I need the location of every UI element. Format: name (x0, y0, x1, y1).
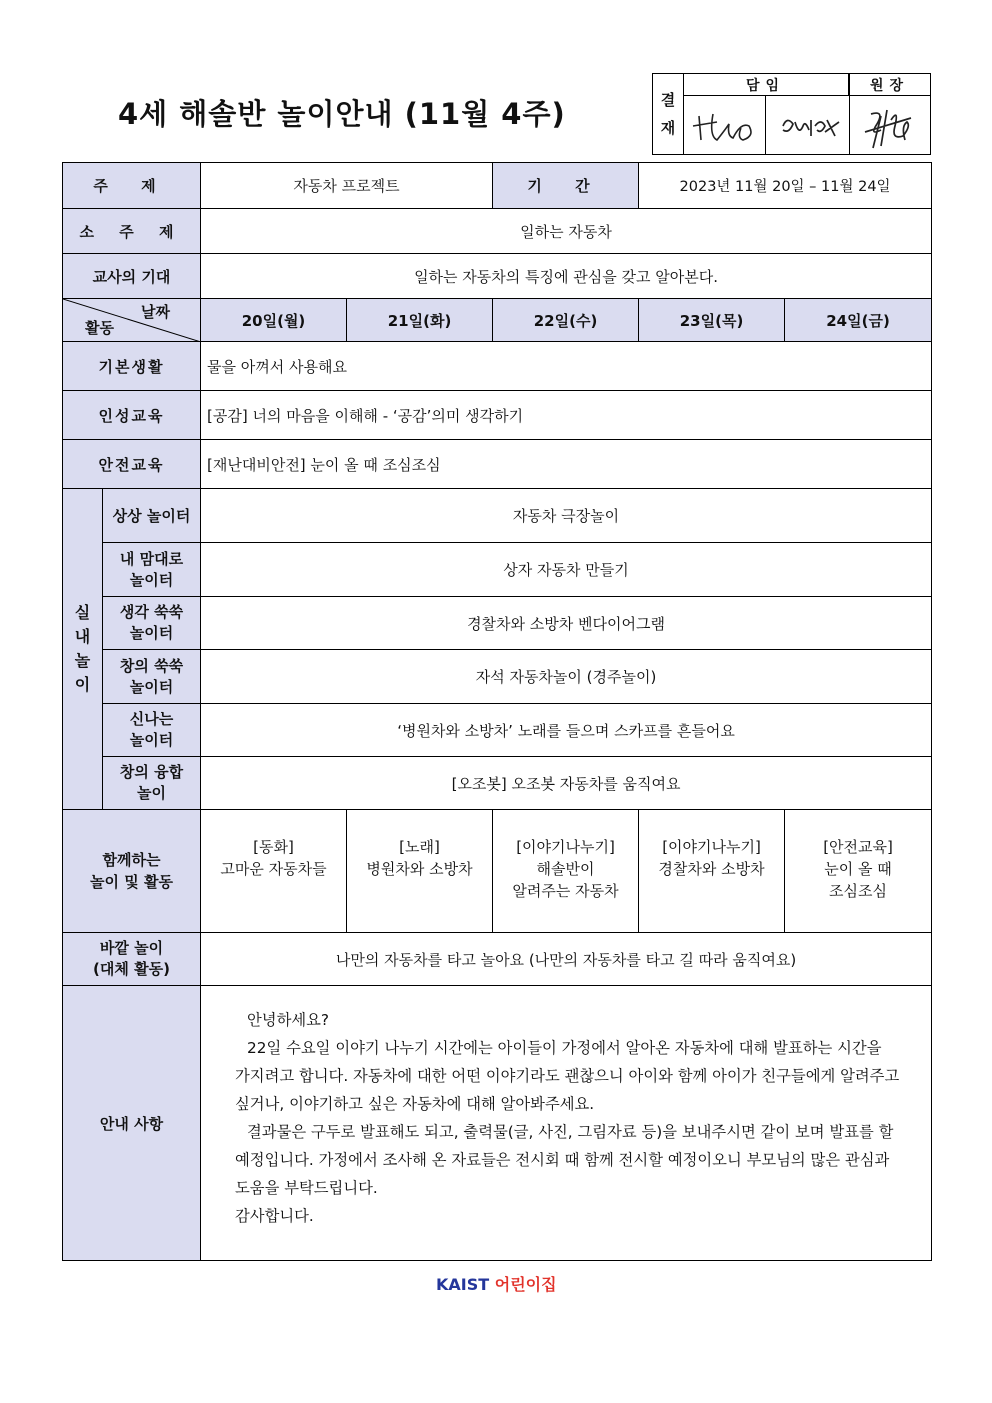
indoor-area: 신나는 놀이터 (103, 704, 201, 757)
indoor-activity: 자동차 극장놀이 (201, 489, 932, 543)
theme-label: 주 제 (63, 163, 201, 209)
basic-life-row (63, 342, 932, 391)
outdoor-label: 바깥 놀이 (대체 활동) (63, 933, 201, 986)
indoor-area: 창의 쑥쑥 놀이터 (103, 650, 201, 704)
outdoor-row (63, 933, 932, 986)
approval-box (652, 73, 931, 155)
together-row (63, 810, 932, 933)
basic-life-value: 물을 아껴서 사용해요 (201, 342, 932, 391)
notice-greeting: 안녕하세요? (247, 1011, 330, 1029)
approval-side-label (653, 74, 684, 154)
notice-paragraph: 결과물은 구두로 발표해도 되고, 출력물(글, 사진, 그림자료 등)을 보내주시면 같이 보며 발표를 할 예정입니다. 가정에서 조사해 온 자료들은 전시회 때 함께 전시할 예정이오니 부모님의 많은 관심과 도움을 부탁드립니다. (235, 1123, 894, 1197)
together-activity: [안전교육] 눈이 올 때 조심조심 (785, 810, 932, 933)
character-value: [공감] 너의 마음을 이해해 - ‘공감’의미 생각하기 (201, 391, 932, 440)
theme-value: 자동차 프로젝트 (201, 163, 493, 209)
approval-side-char-1: 결 (660, 91, 676, 109)
teacher-header: 담임 (683, 74, 849, 96)
indoor-row (63, 757, 932, 810)
indoor-activity: 자석 자동차놀이 (경주놀이) (201, 650, 932, 704)
together-activity: [동화] 고마운 자동차들 (201, 810, 347, 933)
date-activity-header (63, 299, 201, 342)
period-label: 기 간 (493, 163, 639, 209)
days-row (63, 299, 932, 342)
indoor-area: 창의 융합 놀이 (103, 757, 201, 810)
together-activity: [이야기나누기] 경찰차와 소방차 (639, 810, 785, 933)
approval-side-char-2: 재 (660, 119, 676, 137)
indoor-activity: ‘병원차와 소방차’ 노래를 들으며 스카프를 흔들어요 (201, 704, 932, 757)
page-title: 4세 해솔반 놀이안내 (11월 4주) (118, 97, 566, 131)
safety-row (63, 440, 932, 489)
notice-text (201, 986, 932, 1261)
basic-life-label: 기본생활 (63, 342, 201, 391)
together-activity: [노래] 병원차와 소방차 (347, 810, 493, 933)
day-mon: 20일(월) (201, 299, 347, 342)
indoor-row (63, 543, 932, 597)
kaist-logo: KAIST 어린이집 (436, 1275, 557, 1294)
subtheme-value: 일하는 자동차 (201, 209, 932, 254)
notice-paragraph: 22일 수요일 이야기 나누기 시간에는 아이들이 가정에서 알아온 자동차에 대해 발표하는 시간을 가지려고 합니다. 자동차에 대한 어떤 이야기라도 괜찮으니 아이와 함께 아이가 친구들에게 알려주고 싶거나, 이야기하고 싶은 자동차에 대해 알아봐주세요. (235, 1039, 900, 1113)
expectation-label: 교사의 기대 (63, 254, 201, 299)
together-activity: [이야기나누기] 해솔반이 알려주는 자동차 (493, 810, 639, 933)
expectation-row (63, 254, 932, 299)
expectation-value: 일하는 자동차의 특징에 관심을 갖고 알아본다. (201, 254, 932, 299)
indoor-label: 실 내 놀 이 (63, 489, 103, 810)
activity-header: 활동 (85, 319, 114, 337)
character-label: 인성교육 (63, 391, 201, 440)
day-fri: 24일(금) (785, 299, 932, 342)
subtheme-label: 소 주 제 (63, 209, 201, 254)
indoor-area: 내 맘대로 놀이터 (103, 543, 201, 597)
indoor-activity: 경찰차와 소방차 벤다이어그램 (201, 597, 932, 650)
director-header: 원장 (849, 74, 930, 96)
indoor-row (63, 489, 932, 543)
day-wed: 22일(수) (493, 299, 639, 342)
notice-row (63, 986, 932, 1261)
character-row (63, 391, 932, 440)
activity-table (62, 162, 932, 1261)
day-tue: 21일(화) (347, 299, 493, 342)
director-signature (851, 96, 929, 154)
indoor-row (63, 650, 932, 704)
indoor-area: 상상 놀이터 (103, 489, 201, 543)
indoor-row (63, 704, 932, 757)
together-label: 함께하는 놀이 및 활동 (63, 810, 201, 933)
indoor-activity: [오조봇] 오조봇 자동차를 움직여요 (201, 757, 932, 810)
notice-closing: 감사합니다. (235, 1207, 314, 1225)
safety-label: 안전교육 (63, 440, 201, 489)
date-header: 날짜 (141, 303, 171, 321)
indoor-activity: 상자 자동차 만들기 (201, 543, 932, 597)
period-value: 2023년 11월 20일 – 11월 24일 (639, 163, 932, 209)
teacher-signature-1 (687, 96, 763, 154)
indoor-row (63, 597, 932, 650)
safety-value: [재난대비안전] 눈이 올 때 조심조심 (201, 440, 932, 489)
outdoor-value: 나만의 자동차를 타고 놀아요 (나만의 자동차를 타고 길 따라 움직여요) (201, 933, 932, 986)
day-thu: 23일(목) (639, 299, 785, 342)
notice-label: 안내 사항 (63, 986, 201, 1261)
subtheme-row (63, 209, 932, 254)
theme-row (63, 163, 932, 209)
teacher-signature-2 (769, 96, 847, 154)
indoor-area: 생각 쑥쑥 놀이터 (103, 597, 201, 650)
